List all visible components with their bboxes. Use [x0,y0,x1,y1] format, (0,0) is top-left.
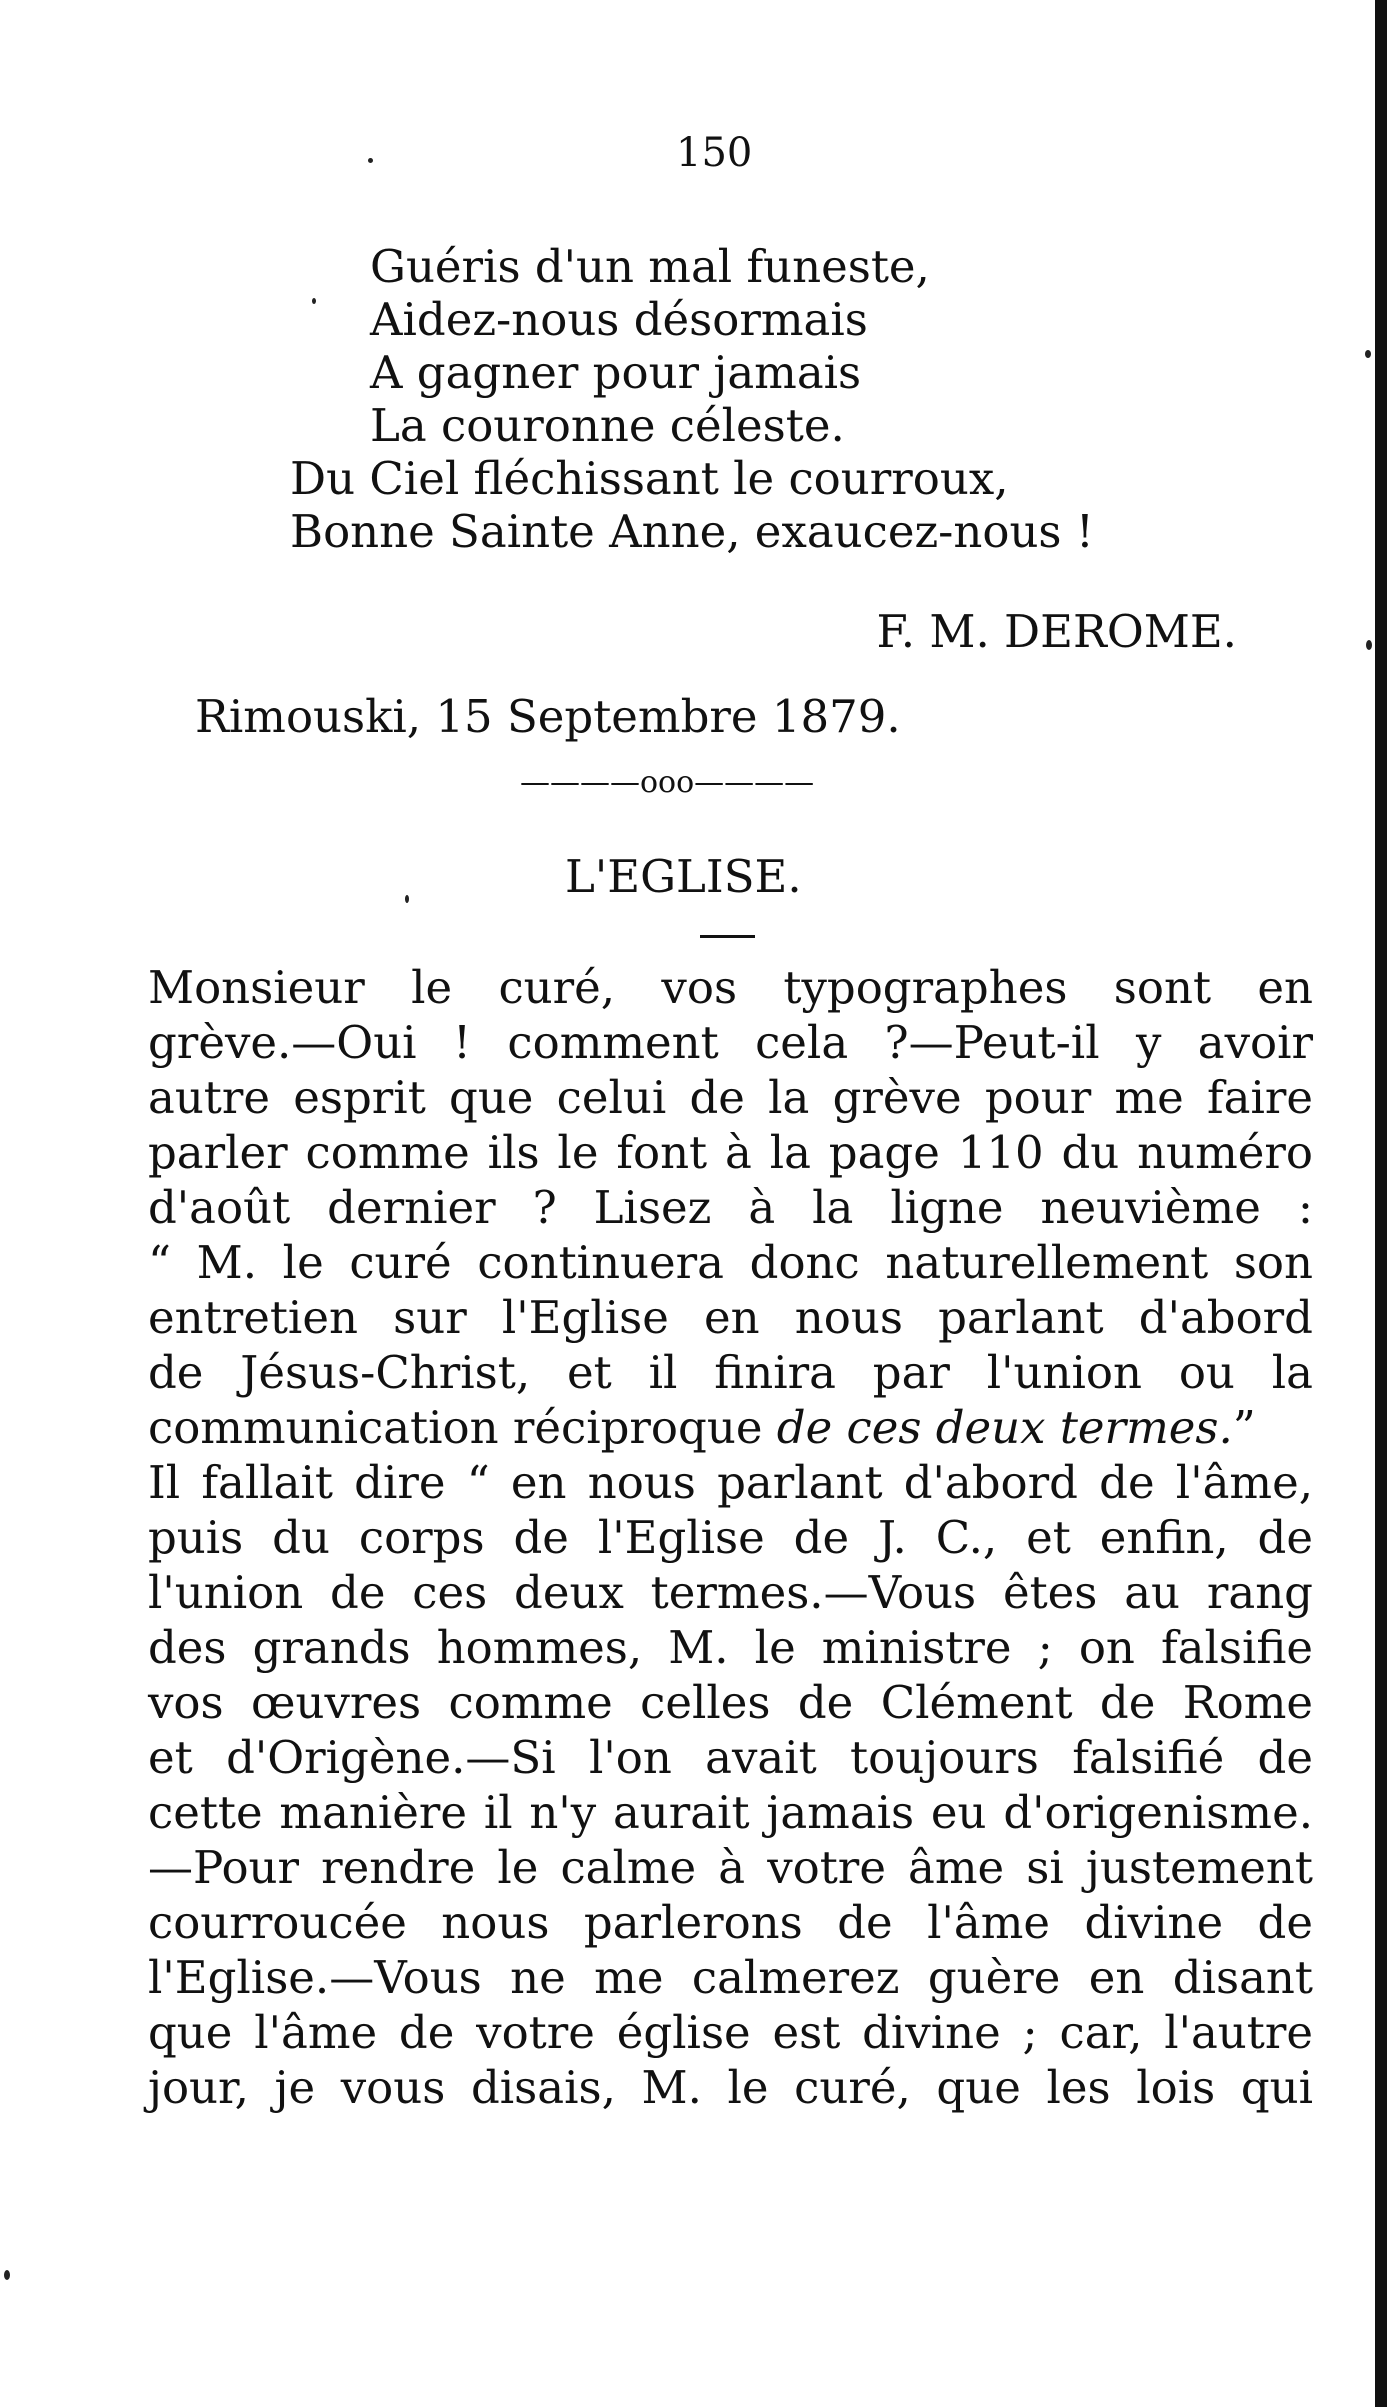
body-line: des grands hommes, M. le ministre ; on falsifie [148,1621,1313,1674]
body-line: jour, je vous disais, M. le curé, que les lois qui [148,2061,1313,2114]
body-line: Monsieur le curé, vos typographes sont en [148,961,1313,1014]
verse-line: A gagner pour jamais [370,346,862,399]
body-line: cette manière il n'y aurait jamais eu d'origenisme. [148,1786,1313,1839]
body-line: l'Eglise.—Vous ne me calmerez guère en disant [148,1951,1313,2004]
body-line: “ M. le curé continuera donc naturellement son [148,1236,1313,1289]
section-title: L'EGLISE. [565,850,802,903]
body-line: —Pour rendre le calme à votre âme si justement [148,1841,1313,1894]
scan-speck [4,2270,10,2280]
body-line: parler comme ils le font à la page 110 du numéro [148,1126,1313,1179]
title-dash [700,935,755,938]
body-line: et d'Origène.—Si l'on avait toujours falsifié de [148,1731,1313,1784]
body-line: de Jésus-Christ, et il finira par l'union ou la [148,1346,1313,1399]
body-line: vos œuvres comme celles de Clément de Rome [148,1676,1313,1729]
author-signature: F. M. DEROME. [876,605,1237,658]
scan-speck [405,895,409,903]
section-separator: ————ooo———— [520,765,815,800]
verse-line: Guéris d'un mal funeste, [370,240,930,293]
body-line: entretien sur l'Eglise en nous parlant d'abord [148,1291,1313,1344]
closing-quote: ” [1232,1401,1256,1454]
body-line: autre esprit que celui de la grève pour me faire [148,1071,1313,1124]
scan-speck [1365,350,1371,358]
page-edge [1375,0,1387,2407]
verse-line: Aidez-nous désormais [370,293,868,346]
place-date: Rimouski, 15 Septembre 1879. [195,690,901,743]
body-line-start: communication réciproque [148,1401,763,1454]
scan-speck [312,298,316,304]
body-line: d'août dernier ? Lisez à la ligne neuvième : [148,1181,1313,1234]
body-line: courroucée nous parlerons de l'âme divine de [148,1896,1313,1949]
body-line: grève.—Oui ! comment cela ?—Peut-il y avoir [148,1016,1313,1069]
verse-block [290,240,1094,558]
scan-speck [1366,640,1372,650]
body-line: l'union de ces deux termes.—Vous êtes au rang [148,1566,1313,1619]
italic-phrase: de ces deux termes. [776,1401,1233,1454]
body-line: que l'âme de votre église est divine ; car, l'autre [148,2006,1313,2059]
verse-line: Du Ciel fléchissant le courroux, [290,452,1009,505]
body-text [148,960,1313,2115]
scan-speck [368,158,373,163]
body-line: Il fallait dire “ en nous parlant d'abord de l'âme, [148,1456,1313,1509]
body-line-with-italic [148,1400,1313,1455]
verse-line: Bonne Sainte Anne, exaucez-nous ! [290,505,1094,558]
body-line: puis du corps de l'Eglise de J. C., et enfin, de [148,1511,1313,1564]
verse-line: La couronne céleste. [370,399,845,452]
page-number: 150 [676,130,753,176]
